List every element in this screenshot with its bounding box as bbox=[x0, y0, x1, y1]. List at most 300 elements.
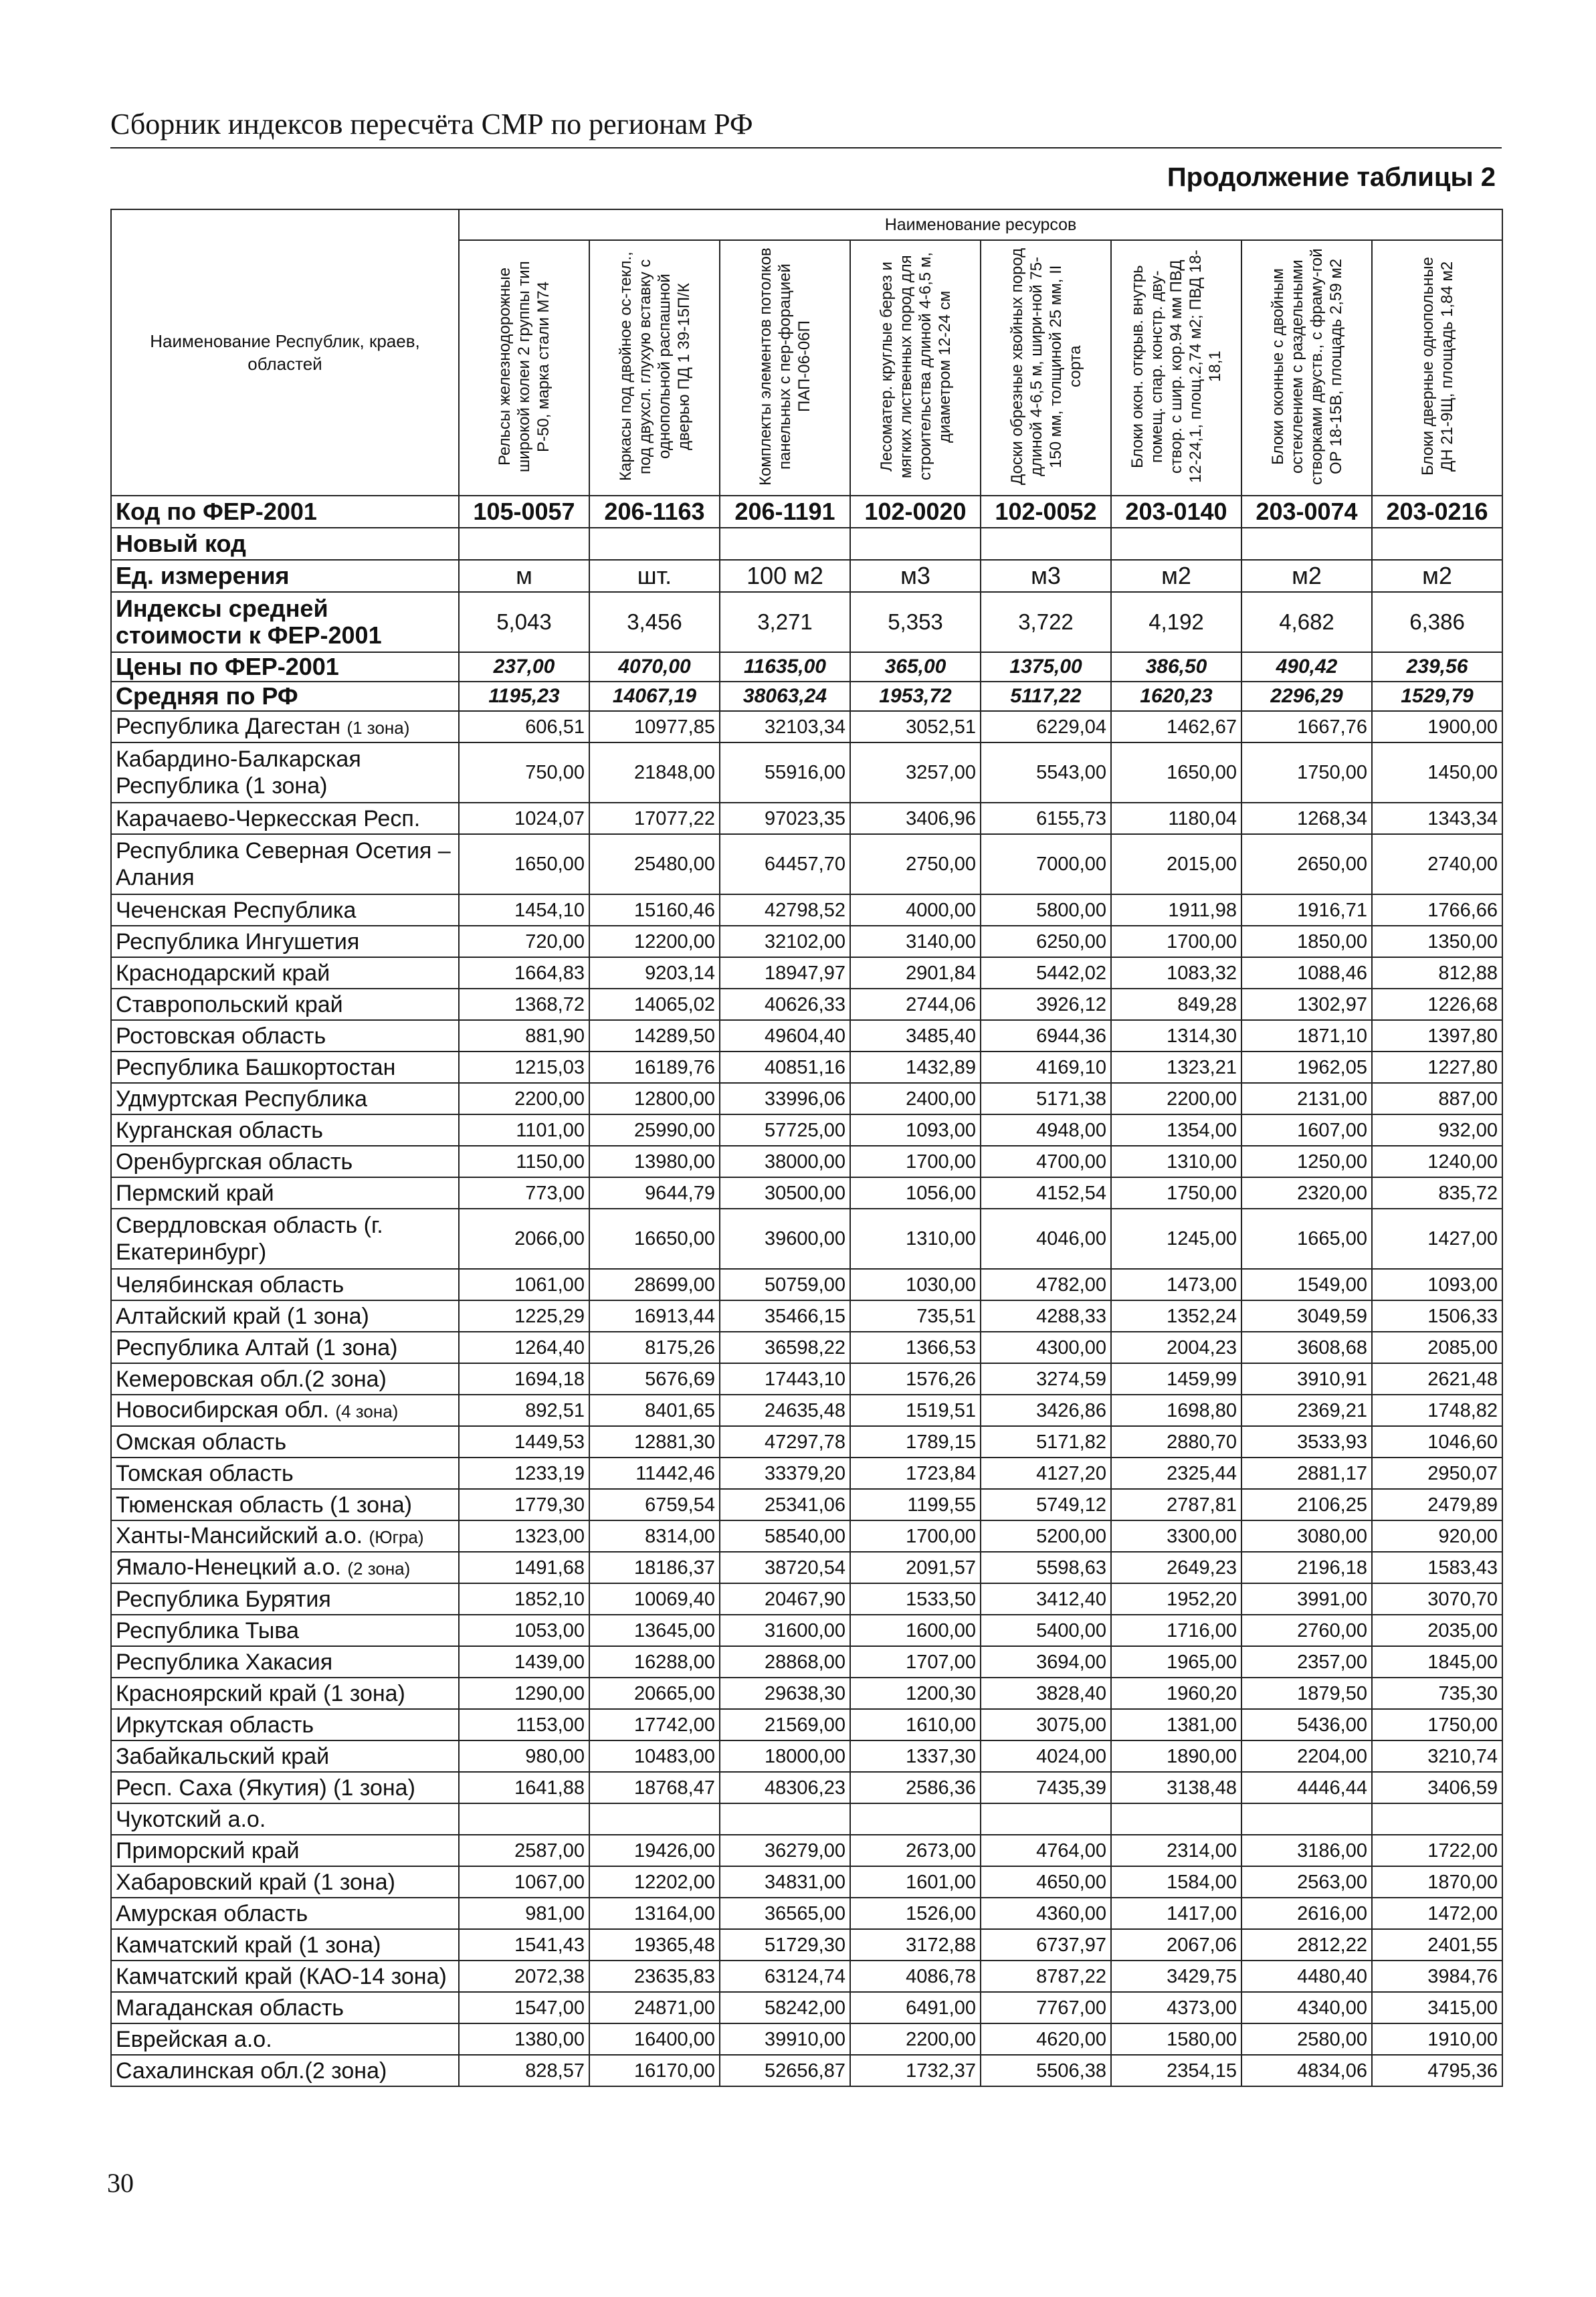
value-cell: 3694,00 bbox=[981, 1646, 1111, 1678]
value-cell: 4024,00 bbox=[981, 1740, 1111, 1772]
value-cell: 4373,00 bbox=[1111, 1992, 1241, 2023]
value-cell: 6737,97 bbox=[981, 1929, 1111, 1961]
average-price-row-cell: 1953,72 bbox=[850, 682, 981, 711]
value-cell bbox=[1241, 1803, 1372, 1835]
value-cell: 1584,00 bbox=[1111, 1866, 1241, 1898]
value-cell: 13164,00 bbox=[589, 1898, 720, 1929]
value-cell: 40626,33 bbox=[720, 989, 850, 1020]
value-cell: 4650,00 bbox=[981, 1866, 1111, 1898]
region-name: Томская область bbox=[116, 1460, 294, 1486]
value-cell: 13645,00 bbox=[589, 1615, 720, 1646]
value-cell: 1750,00 bbox=[1241, 742, 1372, 803]
region-name-cell bbox=[111, 1615, 459, 1646]
fer-price-row-label: Цены по ФЕР-2001 bbox=[111, 652, 459, 682]
value-cell: 38000,00 bbox=[720, 1146, 850, 1177]
value-cell: 2901,84 bbox=[850, 957, 981, 989]
table-row bbox=[111, 1992, 1502, 2023]
value-cell: 2354,15 bbox=[1111, 2055, 1241, 2086]
unit-row-cell: м bbox=[459, 560, 589, 592]
average-price-row-cell: 5117,22 bbox=[981, 682, 1111, 711]
value-cell: 1343,34 bbox=[1372, 803, 1502, 834]
value-cell: 6759,54 bbox=[589, 1489, 720, 1520]
value-cell: 3910,91 bbox=[1241, 1363, 1372, 1395]
value-cell: 1789,15 bbox=[850, 1426, 981, 1458]
value-cell: 63124,74 bbox=[720, 1961, 850, 1992]
value-cell: 3429,75 bbox=[1111, 1961, 1241, 1992]
value-cell: 5676,69 bbox=[589, 1363, 720, 1395]
value-cell: 1432,89 bbox=[850, 1052, 981, 1083]
page-number: 30 bbox=[107, 2168, 134, 2198]
value-cell: 1600,00 bbox=[850, 1615, 981, 1646]
value-cell: 5543,00 bbox=[981, 742, 1111, 803]
region-name-cell bbox=[111, 1020, 459, 1052]
region-name-cell bbox=[111, 1269, 459, 1300]
region-name: Кабардино-Балкарская Республика (1 зона) bbox=[116, 746, 361, 799]
value-cell: 1233,19 bbox=[459, 1458, 589, 1489]
value-cell: 25341,06 bbox=[720, 1489, 850, 1520]
new-code-row-cell bbox=[589, 528, 720, 560]
new-code-row-cell bbox=[1241, 528, 1372, 560]
value-cell: 1250,00 bbox=[1241, 1146, 1372, 1177]
value-cell bbox=[459, 1803, 589, 1835]
value-cell: 19365,48 bbox=[589, 1929, 720, 1961]
value-cell: 2744,06 bbox=[850, 989, 981, 1020]
value-cell: 1952,20 bbox=[1111, 1583, 1241, 1615]
region-name-cell bbox=[111, 1146, 459, 1177]
index-row-cell: 3,722 bbox=[981, 592, 1111, 652]
average-price-row-cell: 14067,19 bbox=[589, 682, 720, 711]
value-cell: 2085,00 bbox=[1372, 1332, 1502, 1363]
value-cell: 2616,00 bbox=[1241, 1898, 1372, 1929]
value-cell: 3828,40 bbox=[981, 1678, 1111, 1709]
value-cell: 3608,68 bbox=[1241, 1332, 1372, 1363]
value-cell: 3070,70 bbox=[1372, 1583, 1502, 1615]
region-name-cell bbox=[111, 1678, 459, 1709]
value-cell: 19426,00 bbox=[589, 1835, 720, 1866]
value-cell: 1541,43 bbox=[459, 1929, 589, 1961]
new-code-row-cell bbox=[1372, 528, 1502, 560]
value-cell: 1650,00 bbox=[459, 834, 589, 894]
region-name-cell bbox=[111, 711, 459, 742]
table-row bbox=[111, 989, 1502, 1020]
table-row bbox=[111, 957, 1502, 989]
index-row-label: Индексы средней стоимости к ФЕР-2001 bbox=[111, 592, 459, 652]
value-cell: 1519,51 bbox=[850, 1395, 981, 1426]
value-cell: 33996,06 bbox=[720, 1083, 850, 1114]
value-cell: 16288,00 bbox=[589, 1646, 720, 1678]
region-name: Курганская область bbox=[116, 1117, 323, 1143]
table-row bbox=[111, 1646, 1502, 1678]
region-name: Пермский край bbox=[116, 1180, 274, 1206]
region-name-cell bbox=[111, 1489, 459, 1520]
value-cell: 735,30 bbox=[1372, 1678, 1502, 1709]
value-cell: 5442,02 bbox=[981, 957, 1111, 989]
value-cell: 1723,84 bbox=[850, 1458, 981, 1489]
value-cell: 1698,80 bbox=[1111, 1395, 1241, 1426]
new-code-row-label: Новый код bbox=[111, 528, 459, 560]
value-cell: 3406,59 bbox=[1372, 1772, 1502, 1803]
value-cell: 1610,00 bbox=[850, 1709, 981, 1740]
value-cell: 36279,00 bbox=[720, 1835, 850, 1866]
value-cell: 1533,50 bbox=[850, 1583, 981, 1615]
region-name-cell bbox=[111, 1300, 459, 1332]
value-cell: 1417,00 bbox=[1111, 1898, 1241, 1929]
region-name-cell bbox=[111, 1520, 459, 1552]
value-cell: 2067,06 bbox=[1111, 1929, 1241, 1961]
value-cell: 5171,82 bbox=[981, 1426, 1111, 1458]
region-name: Тюменская область (1 зона) bbox=[116, 1492, 412, 1518]
value-cell: 1290,00 bbox=[459, 1678, 589, 1709]
value-cell: 16400,00 bbox=[589, 2023, 720, 2055]
value-cell: 1526,00 bbox=[850, 1898, 981, 1929]
value-cell: 33379,20 bbox=[720, 1458, 850, 1489]
value-cell: 2200,00 bbox=[1111, 1083, 1241, 1114]
region-name-cell bbox=[111, 1209, 459, 1269]
value-cell: 39910,00 bbox=[720, 2023, 850, 2055]
value-cell: 1093,00 bbox=[1372, 1269, 1502, 1300]
region-name: Камчатский край (1 зона) bbox=[116, 1932, 381, 1958]
value-cell: 25480,00 bbox=[589, 834, 720, 894]
region-name: Магаданская область bbox=[116, 1995, 344, 2021]
value-cell: 980,00 bbox=[459, 1740, 589, 1772]
region-name: Сахалинская обл.(2 зона) bbox=[116, 2058, 387, 2084]
table-row bbox=[111, 1678, 1502, 1709]
value-cell: 9203,14 bbox=[589, 957, 720, 989]
value-cell: 2106,25 bbox=[1241, 1489, 1372, 1520]
table-row bbox=[111, 2055, 1502, 2086]
region-zone-note: (2 зона) bbox=[347, 1558, 411, 1579]
value-cell: 3186,00 bbox=[1241, 1835, 1372, 1866]
fer-price-row-cell: 4070,00 bbox=[589, 652, 720, 682]
value-cell: 4340,00 bbox=[1241, 1992, 1372, 2023]
column-header bbox=[589, 240, 720, 496]
column-header bbox=[850, 240, 981, 496]
value-cell: 773,00 bbox=[459, 1177, 589, 1209]
region-name-cell bbox=[111, 1083, 459, 1114]
value-cell: 1093,00 bbox=[850, 1114, 981, 1146]
value-cell: 3300,00 bbox=[1111, 1520, 1241, 1552]
region-name-cell bbox=[111, 1458, 459, 1489]
region-zone-note: (4 зона) bbox=[335, 1401, 399, 1421]
value-cell: 1916,71 bbox=[1241, 894, 1372, 926]
value-cell: 55916,00 bbox=[720, 742, 850, 803]
table-row bbox=[111, 1520, 1502, 1552]
value-cell: 1472,00 bbox=[1372, 1898, 1502, 1929]
table-row bbox=[111, 1083, 1502, 1114]
value-cell: 34831,00 bbox=[720, 1866, 850, 1898]
column-header-label: Рельсы железнодорожные широкой колеи 2 группы тип Р-50, марка стали М74 bbox=[496, 260, 553, 472]
region-name-cell bbox=[111, 1772, 459, 1803]
region-name: Чукотский а.о. bbox=[116, 1806, 266, 1832]
value-cell: 8787,22 bbox=[981, 1961, 1111, 1992]
value-cell: 24635,48 bbox=[720, 1395, 850, 1426]
value-cell: 1459,99 bbox=[1111, 1363, 1241, 1395]
value-cell: 40851,16 bbox=[720, 1052, 850, 1083]
fer-price-row bbox=[111, 652, 1502, 682]
value-cell: 1910,00 bbox=[1372, 2023, 1502, 2055]
value-cell: 1601,00 bbox=[850, 1866, 981, 1898]
value-cell: 1716,00 bbox=[1111, 1615, 1241, 1646]
value-cell: 1024,07 bbox=[459, 803, 589, 834]
new-code-row-cell bbox=[1111, 528, 1241, 560]
unit-row-cell: м3 bbox=[981, 560, 1111, 592]
table-row bbox=[111, 1489, 1502, 1520]
value-cell: 18768,47 bbox=[589, 1772, 720, 1803]
value-cell: 1462,67 bbox=[1111, 711, 1241, 742]
table-row bbox=[111, 1929, 1502, 1961]
value-cell: 6229,04 bbox=[981, 711, 1111, 742]
value-cell: 1368,72 bbox=[459, 989, 589, 1020]
value-cell: 2750,00 bbox=[850, 834, 981, 894]
value-cell: 720,00 bbox=[459, 926, 589, 957]
value-cell: 4169,10 bbox=[981, 1052, 1111, 1083]
value-cell: 3210,74 bbox=[1372, 1740, 1502, 1772]
table-row bbox=[111, 1772, 1502, 1803]
region-name: Ямало-Ненецкий а.о. bbox=[116, 1554, 341, 1580]
average-price-row bbox=[111, 682, 1502, 711]
region-name-header: Наименование Республик, краев, областей bbox=[111, 209, 459, 496]
value-cell: 13980,00 bbox=[589, 1146, 720, 1177]
fer-price-row-cell: 11635,00 bbox=[720, 652, 850, 682]
value-cell: 881,90 bbox=[459, 1020, 589, 1052]
value-cell: 58540,00 bbox=[720, 1520, 850, 1552]
value-cell: 3426,86 bbox=[981, 1395, 1111, 1426]
region-name-cell bbox=[111, 1552, 459, 1583]
value-cell: 4795,36 bbox=[1372, 2055, 1502, 2086]
value-cell: 2035,00 bbox=[1372, 1615, 1502, 1646]
value-cell: 16170,00 bbox=[589, 2055, 720, 2086]
value-cell: 4288,33 bbox=[981, 1300, 1111, 1332]
value-cell: 1748,82 bbox=[1372, 1395, 1502, 1426]
unit-row-cell: 100 м2 bbox=[720, 560, 850, 592]
value-cell: 2015,00 bbox=[1111, 834, 1241, 894]
region-name-cell bbox=[111, 742, 459, 803]
region-name-cell bbox=[111, 957, 459, 989]
column-header-label: Комплекты элементов потолков панельных с пер-форацией ПАП-06-06П bbox=[757, 247, 813, 486]
region-name: Республика Ингушетия bbox=[116, 928, 360, 955]
value-cell: 10069,40 bbox=[589, 1583, 720, 1615]
table-body bbox=[111, 496, 1502, 2086]
value-cell: 1506,33 bbox=[1372, 1300, 1502, 1332]
region-price-index-table bbox=[110, 209, 1503, 2087]
region-name: Иркутская область bbox=[116, 1712, 314, 1738]
value-cell: 6491,00 bbox=[850, 1992, 981, 2023]
value-cell: 1583,43 bbox=[1372, 1552, 1502, 1583]
value-cell: 3926,12 bbox=[981, 989, 1111, 1020]
value-cell: 3080,00 bbox=[1241, 1520, 1372, 1552]
value-cell: 2950,07 bbox=[1372, 1458, 1502, 1489]
value-cell: 2400,00 bbox=[850, 1083, 981, 1114]
value-cell: 12800,00 bbox=[589, 1083, 720, 1114]
value-cell: 1870,00 bbox=[1372, 1866, 1502, 1898]
region-name-cell bbox=[111, 803, 459, 834]
table-row bbox=[111, 1835, 1502, 1866]
value-cell: 1056,00 bbox=[850, 1177, 981, 1209]
average-price-row-cell: 1620,23 bbox=[1111, 682, 1241, 711]
value-cell: 31600,00 bbox=[720, 1615, 850, 1646]
value-cell: 2787,81 bbox=[1111, 1489, 1241, 1520]
value-cell: 25990,00 bbox=[589, 1114, 720, 1146]
value-cell: 1766,66 bbox=[1372, 894, 1502, 926]
value-cell: 10977,85 bbox=[589, 711, 720, 742]
region-name: Амурская область bbox=[116, 1900, 308, 1926]
column-header bbox=[720, 240, 850, 496]
table-row bbox=[111, 1332, 1502, 1363]
value-cell: 47297,78 bbox=[720, 1426, 850, 1458]
value-cell: 2812,22 bbox=[1241, 1929, 1372, 1961]
value-cell: 23635,83 bbox=[589, 1961, 720, 1992]
value-cell: 1700,00 bbox=[850, 1146, 981, 1177]
value-cell bbox=[1372, 1803, 1502, 1835]
value-cell: 4446,44 bbox=[1241, 1772, 1372, 1803]
table-row bbox=[111, 1583, 1502, 1615]
value-cell: 5749,12 bbox=[981, 1489, 1111, 1520]
value-cell: 8314,00 bbox=[589, 1520, 720, 1552]
value-cell: 3274,59 bbox=[981, 1363, 1111, 1395]
table-row bbox=[111, 1866, 1502, 1898]
value-cell: 1225,29 bbox=[459, 1300, 589, 1332]
value-cell: 1694,18 bbox=[459, 1363, 589, 1395]
column-header bbox=[981, 240, 1111, 496]
value-cell: 3984,76 bbox=[1372, 1961, 1502, 1992]
value-cell: 8175,26 bbox=[589, 1332, 720, 1363]
region-name: Кемеровская обл.(2 зона) bbox=[116, 1366, 387, 1392]
value-cell: 51729,30 bbox=[720, 1929, 850, 1961]
value-cell: 4360,00 bbox=[981, 1898, 1111, 1929]
value-cell: 1323,00 bbox=[459, 1520, 589, 1552]
region-name: Свердловская область (г. Екатеринбург) bbox=[116, 1213, 383, 1265]
value-cell: 3049,59 bbox=[1241, 1300, 1372, 1332]
table-row bbox=[111, 2023, 1502, 2055]
table-row bbox=[111, 1363, 1502, 1395]
region-zone-note: (1 зона) bbox=[346, 717, 410, 738]
column-header bbox=[1111, 240, 1241, 496]
value-cell: 1965,00 bbox=[1111, 1646, 1241, 1678]
value-cell: 1665,00 bbox=[1241, 1209, 1372, 1269]
fer-code-row-cell: 203-0216 bbox=[1372, 496, 1502, 528]
value-cell: 29638,30 bbox=[720, 1678, 850, 1709]
value-cell: 11442,46 bbox=[589, 1458, 720, 1489]
value-cell: 2621,48 bbox=[1372, 1363, 1502, 1395]
value-cell: 1900,00 bbox=[1372, 711, 1502, 742]
value-cell: 1879,50 bbox=[1241, 1678, 1372, 1709]
region-name-cell bbox=[111, 2023, 459, 2055]
region-name-cell bbox=[111, 1898, 459, 1929]
value-cell: 4834,06 bbox=[1241, 2055, 1372, 2086]
region-name-cell bbox=[111, 1740, 459, 1772]
table-row bbox=[111, 711, 1502, 742]
new-code-row-cell bbox=[981, 528, 1111, 560]
value-cell: 35466,15 bbox=[720, 1300, 850, 1332]
new-code-row-cell bbox=[720, 528, 850, 560]
value-cell: 1700,00 bbox=[1111, 926, 1241, 957]
value-cell: 1366,53 bbox=[850, 1332, 981, 1363]
value-cell: 1314,30 bbox=[1111, 1020, 1241, 1052]
unit-row-label: Ед. измерения bbox=[111, 560, 459, 592]
region-name: Чеченская Республика bbox=[116, 897, 357, 923]
value-cell: 1030,00 bbox=[850, 1269, 981, 1300]
value-cell: 5200,00 bbox=[981, 1520, 1111, 1552]
value-cell: 7435,39 bbox=[981, 1772, 1111, 1803]
fer-code-row-cell: 203-0140 bbox=[1111, 496, 1241, 528]
table-row bbox=[111, 1146, 1502, 1177]
unit-row bbox=[111, 560, 1502, 592]
region-name-cell bbox=[111, 1929, 459, 1961]
value-cell: 1580,00 bbox=[1111, 2023, 1241, 2055]
region-name-cell bbox=[111, 1363, 459, 1395]
value-cell: 2357,00 bbox=[1241, 1646, 1372, 1678]
value-cell: 12200,00 bbox=[589, 926, 720, 957]
value-cell: 2091,57 bbox=[850, 1552, 981, 1583]
value-cell: 1310,00 bbox=[1111, 1146, 1241, 1177]
region-name: Республика Северная Осетия – Алания bbox=[116, 838, 451, 890]
value-cell: 3140,00 bbox=[850, 926, 981, 957]
region-name: Омская область bbox=[116, 1429, 287, 1455]
index-row-cell: 6,386 bbox=[1372, 592, 1502, 652]
table-row bbox=[111, 1177, 1502, 1209]
table-row bbox=[111, 1020, 1502, 1052]
value-cell: 8401,65 bbox=[589, 1395, 720, 1426]
value-cell: 2881,17 bbox=[1241, 1458, 1372, 1489]
index-row-cell: 4,682 bbox=[1241, 592, 1372, 652]
value-cell: 828,57 bbox=[459, 2055, 589, 2086]
value-cell: 2760,00 bbox=[1241, 1615, 1372, 1646]
region-name-cell bbox=[111, 2055, 459, 2086]
value-cell: 20665,00 bbox=[589, 1678, 720, 1709]
region-name: Новосибирская обл. bbox=[116, 1397, 329, 1423]
unit-row-cell: шт. bbox=[589, 560, 720, 592]
region-name-cell bbox=[111, 1961, 459, 1992]
value-cell: 1491,68 bbox=[459, 1552, 589, 1583]
value-cell: 4127,20 bbox=[981, 1458, 1111, 1489]
value-cell: 2204,00 bbox=[1241, 1740, 1372, 1772]
value-cell: 12202,00 bbox=[589, 1866, 720, 1898]
value-cell: 1779,30 bbox=[459, 1489, 589, 1520]
value-cell: 1397,80 bbox=[1372, 1020, 1502, 1052]
value-cell: 1650,00 bbox=[1111, 742, 1241, 803]
average-price-row-cell: 2296,29 bbox=[1241, 682, 1372, 711]
value-cell: 2320,00 bbox=[1241, 1177, 1372, 1209]
value-cell: 1427,00 bbox=[1372, 1209, 1502, 1269]
table-row bbox=[111, 894, 1502, 926]
value-cell: 1227,80 bbox=[1372, 1052, 1502, 1083]
column-header-label: Блоки дверные однопольные ДН 21-9Щ, площадь 1,84 м2 bbox=[1418, 257, 1456, 476]
fer-price-row-cell: 365,00 bbox=[850, 652, 981, 682]
value-cell: 1850,00 bbox=[1241, 926, 1372, 957]
value-cell: 1890,00 bbox=[1111, 1740, 1241, 1772]
region-name: Ростовская область bbox=[116, 1023, 326, 1049]
region-zone-note: (Югра) bbox=[369, 1526, 424, 1547]
value-cell: 3172,88 bbox=[850, 1929, 981, 1961]
value-cell: 21848,00 bbox=[589, 742, 720, 803]
value-cell: 3075,00 bbox=[981, 1709, 1111, 1740]
value-cell: 2649,23 bbox=[1111, 1552, 1241, 1583]
value-cell: 2200,00 bbox=[459, 1083, 589, 1114]
value-cell: 1547,00 bbox=[459, 1992, 589, 2023]
value-cell: 17077,22 bbox=[589, 803, 720, 834]
fer-code-row-cell: 206-1191 bbox=[720, 496, 850, 528]
value-cell: 10483,00 bbox=[589, 1740, 720, 1772]
column-header-label: Блоки оконные с двойным остеклением с раздельными створками двуств., с фраму-гой ОР 18-15В, площадь 2,59 м2 bbox=[1268, 247, 1345, 485]
value-cell: 2196,18 bbox=[1241, 1552, 1372, 1583]
value-cell: 2673,00 bbox=[850, 1835, 981, 1866]
table-row bbox=[111, 1052, 1502, 1083]
region-name-cell bbox=[111, 894, 459, 926]
value-cell: 6155,73 bbox=[981, 803, 1111, 834]
value-cell: 38720,54 bbox=[720, 1552, 850, 1583]
region-name: Ставропольский край bbox=[116, 991, 343, 1017]
value-cell: 1310,00 bbox=[850, 1209, 981, 1269]
